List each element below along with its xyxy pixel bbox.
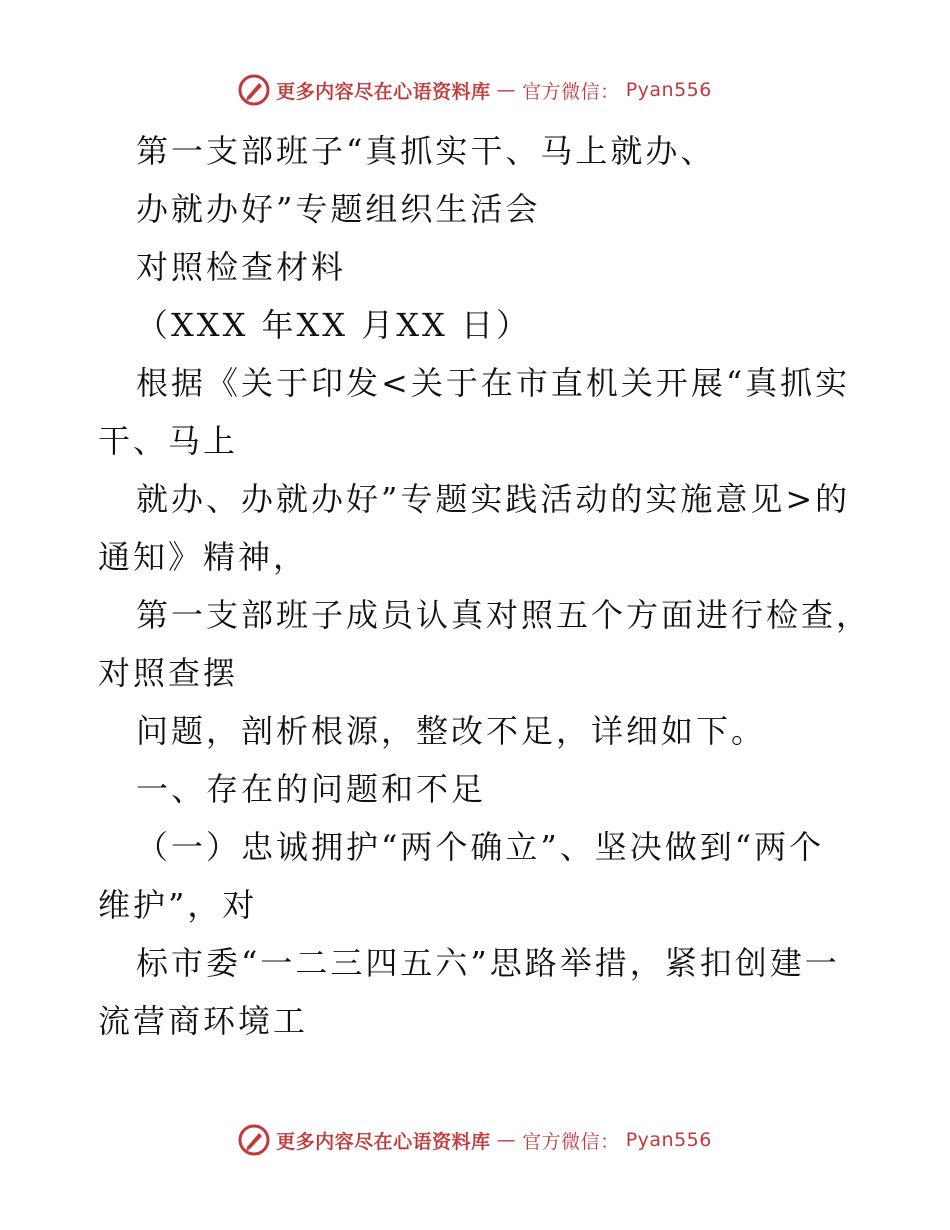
date-line: （XXX 年XX 月XX 日） [136, 306, 531, 344]
subsection-heading: （一）忠诚拥护“两个确立”、坚决做到“两个 [136, 828, 825, 866]
title-line-2: 办就办好”专题组织生活会 [136, 190, 541, 228]
page-header-watermark [0, 70, 950, 110]
paragraph-line: 维护”，对 [98, 886, 258, 924]
title-line-1: 第一支部班子“真抓实干、马上就办、 [136, 132, 716, 170]
watermark [238, 74, 712, 106]
watermark-main-text: 更多内容尽在心语资料库 [276, 80, 491, 103]
watermark-sub-text: 官方微信： [522, 1130, 620, 1153]
paragraph-line: 第一支部班子成员认真对照五个方面进行检查， [136, 596, 872, 634]
watermark-dash: — [496, 1129, 517, 1151]
section-heading: 一、存在的问题和不足 [136, 770, 487, 808]
paragraph-line: 对照查摆 [98, 654, 239, 692]
title-line-3: 对照检查材料 [136, 248, 347, 286]
watermark-id: Pyan556 [625, 1129, 712, 1151]
paragraph-line: 流营商环境工 [98, 1002, 309, 1040]
paragraph-line: 通知》精神， [98, 538, 309, 576]
watermark-id: Pyan556 [625, 79, 712, 101]
paragraph-line: 根据《关于印发<关于在市直机关开展“真抓实 [136, 364, 851, 402]
watermark-main-text: 更多内容尽在心语资料库 [276, 1130, 491, 1153]
paragraph-line: 问题，剖析根源，整改不足，详细如下。 [136, 712, 767, 750]
paragraph-line: 干、马上 [98, 422, 239, 460]
document-body [98, 122, 872, 1050]
pen-logo-icon [238, 74, 270, 106]
paragraph-line: 标市委“一二三四五六”思路举措，紧扣创建一 [136, 944, 840, 982]
pen-logo-icon [238, 1124, 270, 1156]
watermark-sub-text: 官方微信： [522, 80, 620, 103]
page-footer-watermark [0, 1120, 950, 1160]
watermark [238, 1124, 712, 1156]
watermark-dash: — [496, 79, 517, 101]
paragraph-line: 就办、办就办好”专题实践活动的实施意见>的 [136, 480, 851, 518]
